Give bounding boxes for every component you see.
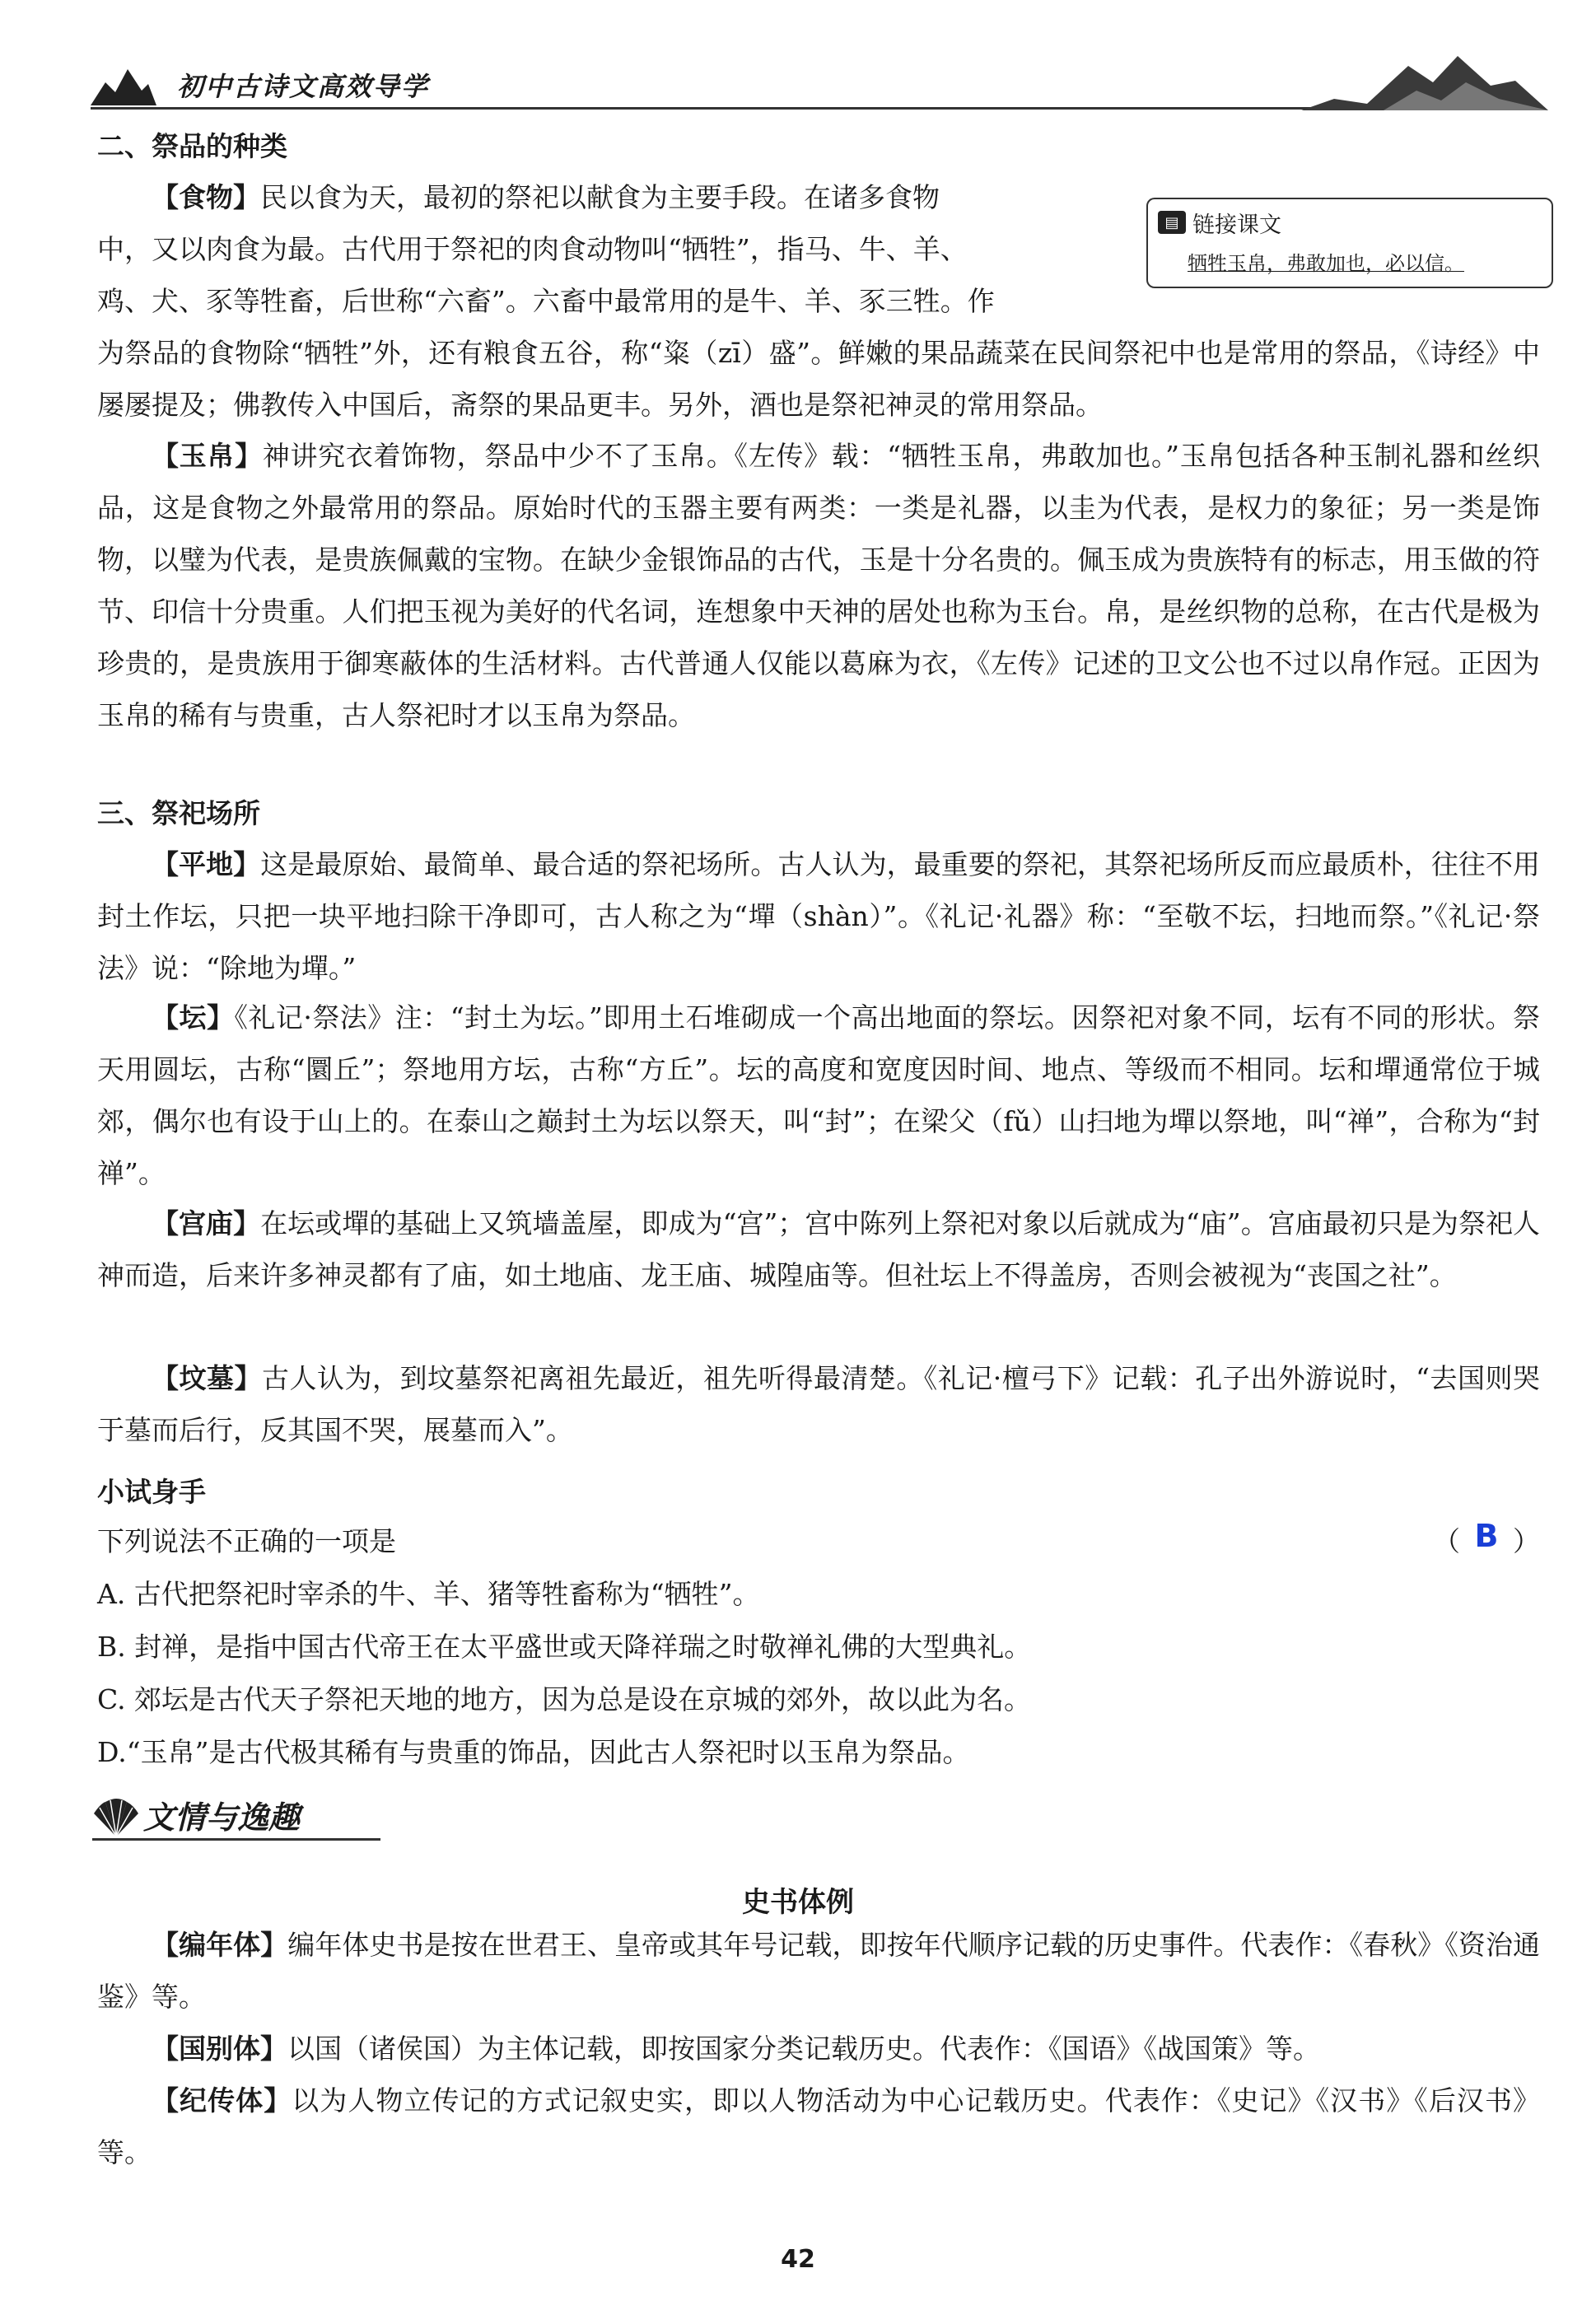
flat-text: 这是最原始、最简单、最合适的祭祀场所。古人认为，最重要的祭祀，其祭祀场所反而应最质朴，往往不用封土作坛，只把一块平地扫除干净即可，古人称之为“墠（shàn）”。《礼记·礼器》称：“至敬不坛，扫地而祭。”《礼记·祭法》说：“除地为墠。” xyxy=(97,848,1541,984)
jade-tag: 【玉帛】 xyxy=(152,440,263,472)
paren-close: ） xyxy=(1513,1525,1540,1557)
annal-text: 编年体史书是按在世君王、皇帝或其年号记载，即按年代顺序记载的历史事件。代表作：《春秋》《资治通鉴》等。 xyxy=(97,1929,1541,2013)
paren-open: （ xyxy=(1433,1525,1460,1557)
option-b: B. 封禅，是指中国古代帝王在太平盛世或天降祥瑞之时敬禅礼佛的大型典礼。 xyxy=(97,1631,1032,1663)
flat-paragraph xyxy=(97,838,1540,994)
tomb-tag: 【坟墓】 xyxy=(152,1362,262,1394)
temple-paragraph xyxy=(97,1197,1540,1301)
question-stem: 下列说法不正确的一项是 xyxy=(97,1525,396,1557)
linked-text-box xyxy=(1146,198,1553,288)
banner-title: 文情与逸趣 xyxy=(143,1799,301,1836)
tomb-paragraph xyxy=(97,1352,1540,1456)
biography-tag: 【纪传体】 xyxy=(152,2084,292,2117)
jade-paragraph xyxy=(97,430,1540,741)
temple-tag: 【宫庙】 xyxy=(152,1207,261,1239)
option-d: D.“玉帛”是古代极其稀有与贵重的饰品，因此古人祭祀时以玉帛为祭品。 xyxy=(97,1736,970,1768)
temple-text: 在坛或墠的基础上又筑墙盖屋，即成为“宫”；宫中陈列上祭祀对象以后就成为“庙”。宫庙最初只是为祭祀人神而造，后来许多神灵都有了庙，如土地庙、龙王庙、城隍庙等。但社坛上不得盖房，否则会被视为“丧国之社”。 xyxy=(97,1207,1541,1291)
answer-bracket xyxy=(1433,1520,1540,1559)
country-paragraph xyxy=(97,2023,1540,2075)
food-tag: 【食物】 xyxy=(152,181,260,213)
jade-text: 神讲究衣着饰物，祭品中少不了玉帛。《左传》载：“牺牲玉帛，弗敢加也。”玉帛包括各种玉制礼器和丝织品，这是食物之外最常用的祭品。原始时代的玉器主要有两类：一类是礼器，以圭为代表，是权力的象征；另一类是饰物，以璧为代表，是贵族佩戴的宝物。在缺少金银饰品的古代，玉是十分名贵的。佩玉成为贵族特有的标志，用玉做的符节、印信十分贵重。人们把玉视为美好的代名词，连想象中天神的居处也称为玉台。帛，是丝织物的总称，在古代是极为珍贵的，是贵族用于御寒蔽体的生活材料。古代普通人仅能以葛麻为衣，《左传》记述的卫文公也不过以帛作冠。正因为玉帛的稀有与贵重，古人祭祀时才以玉帛为祭品。 xyxy=(97,440,1540,731)
link-quote: 牺牲玉帛，弗敢加也，必以信。 xyxy=(1188,252,1464,275)
section-title-offerings: 二、祭品的种类 xyxy=(97,130,287,162)
food-line-1: 民以食为天，最初的祭祀以献食为主要手段。在诸多食物 xyxy=(260,181,940,213)
altar-text: 《礼记·祭法》注：“封土为坛。”即用土石堆砌成一个高出地面的祭坛。因祭祀对象不同，坛有不同的形状。祭天用圆坛，古称“圜丘”；祭地用方坛，古称“方丘”。坛的高度和宽度因时间、地点、等级而不相同。坛和墠通常位于城郊，偶尔也有设于山上的。在泰山之巅封土为坛以祭天，叫“封”；在梁父（fǔ）山扫地为墠以祭地，叫“禅”，合称为“封禅”。 xyxy=(97,1001,1541,1189)
altar-tag: 【坛】 xyxy=(152,1001,235,1034)
section-title-venues: 三、祭祀场所 xyxy=(97,797,260,829)
food-line-2: 中，又以肉食为最。古代用于祭祀的肉食动物叫“牺牲”，指马、牛、羊、 xyxy=(97,233,968,265)
option-a: A. 古代把祭祀时宰杀的牛、羊、猪等牲畜称为“牺牲”。 xyxy=(97,1578,760,1610)
banner-rule xyxy=(92,1838,380,1841)
link-label: 链接课文 xyxy=(1192,212,1281,238)
page-number: 42 xyxy=(781,2245,815,2274)
biography-paragraph xyxy=(97,2075,1540,2178)
country-text: 以国（诸侯国）为主体记载，即按国家分类记载历史。代表作：《国语》《战国策》等。 xyxy=(287,2033,1320,2065)
biography-text: 以为人物立传记的方式记叙史实，即以人物活动为中心记载历史。代表作：《史记》《汉书》《后汉书》等。 xyxy=(97,2084,1540,2168)
annal-paragraph xyxy=(97,1919,1540,2023)
answer-letter: B xyxy=(1474,1518,1499,1554)
food-rest: 为祭品的食物除“牺牲”外，还有粮食五谷，称“粢（zī）盛”。鲜嫩的果品蔬菜在民间祭祀中也是常用的祭品，《诗经》中屡屡提及；佛教传入中国后，斋祭的果品更丰。另外，酒也是祭祀神灵的常用祭品。 xyxy=(97,337,1540,421)
option-c: C. 郊坛是古代天子祭祀天地的地方，因为总是设在京城的郊外，故以此为名。 xyxy=(97,1683,1032,1715)
altar-paragraph xyxy=(97,992,1540,1199)
history-title: 史书体例 xyxy=(742,1886,854,1919)
mountain-icon xyxy=(91,58,156,107)
page-header xyxy=(91,49,1548,115)
food-line-3: 鸡、犬、豕等牲畜，后世称“六畜”。六畜中最常用的是牛、羊、豕三牲。作 xyxy=(97,285,995,317)
mountain-range-icon xyxy=(1301,49,1548,115)
country-tag: 【国别体】 xyxy=(152,2033,287,2065)
section-banner xyxy=(92,1792,380,1841)
fan-icon xyxy=(92,1797,140,1838)
flat-tag: 【平地】 xyxy=(152,848,261,880)
annal-tag: 【编年体】 xyxy=(152,1929,288,1961)
header-rule xyxy=(91,107,1491,110)
link-head xyxy=(1158,208,1281,237)
book-title: 初中古诗文高效导学 xyxy=(177,71,430,102)
book-icon: ▤ xyxy=(1158,211,1186,234)
tomb-text: 古人认为，到坟墓祭祀离祖先最近，祖先听得最清楚。《礼记·檀弓下》记载：孔子出外游说时，“去国则哭于墓而后行，反其国不哭，展墓而入”。 xyxy=(97,1362,1540,1446)
quiz-title: 小试身手 xyxy=(97,1476,206,1508)
